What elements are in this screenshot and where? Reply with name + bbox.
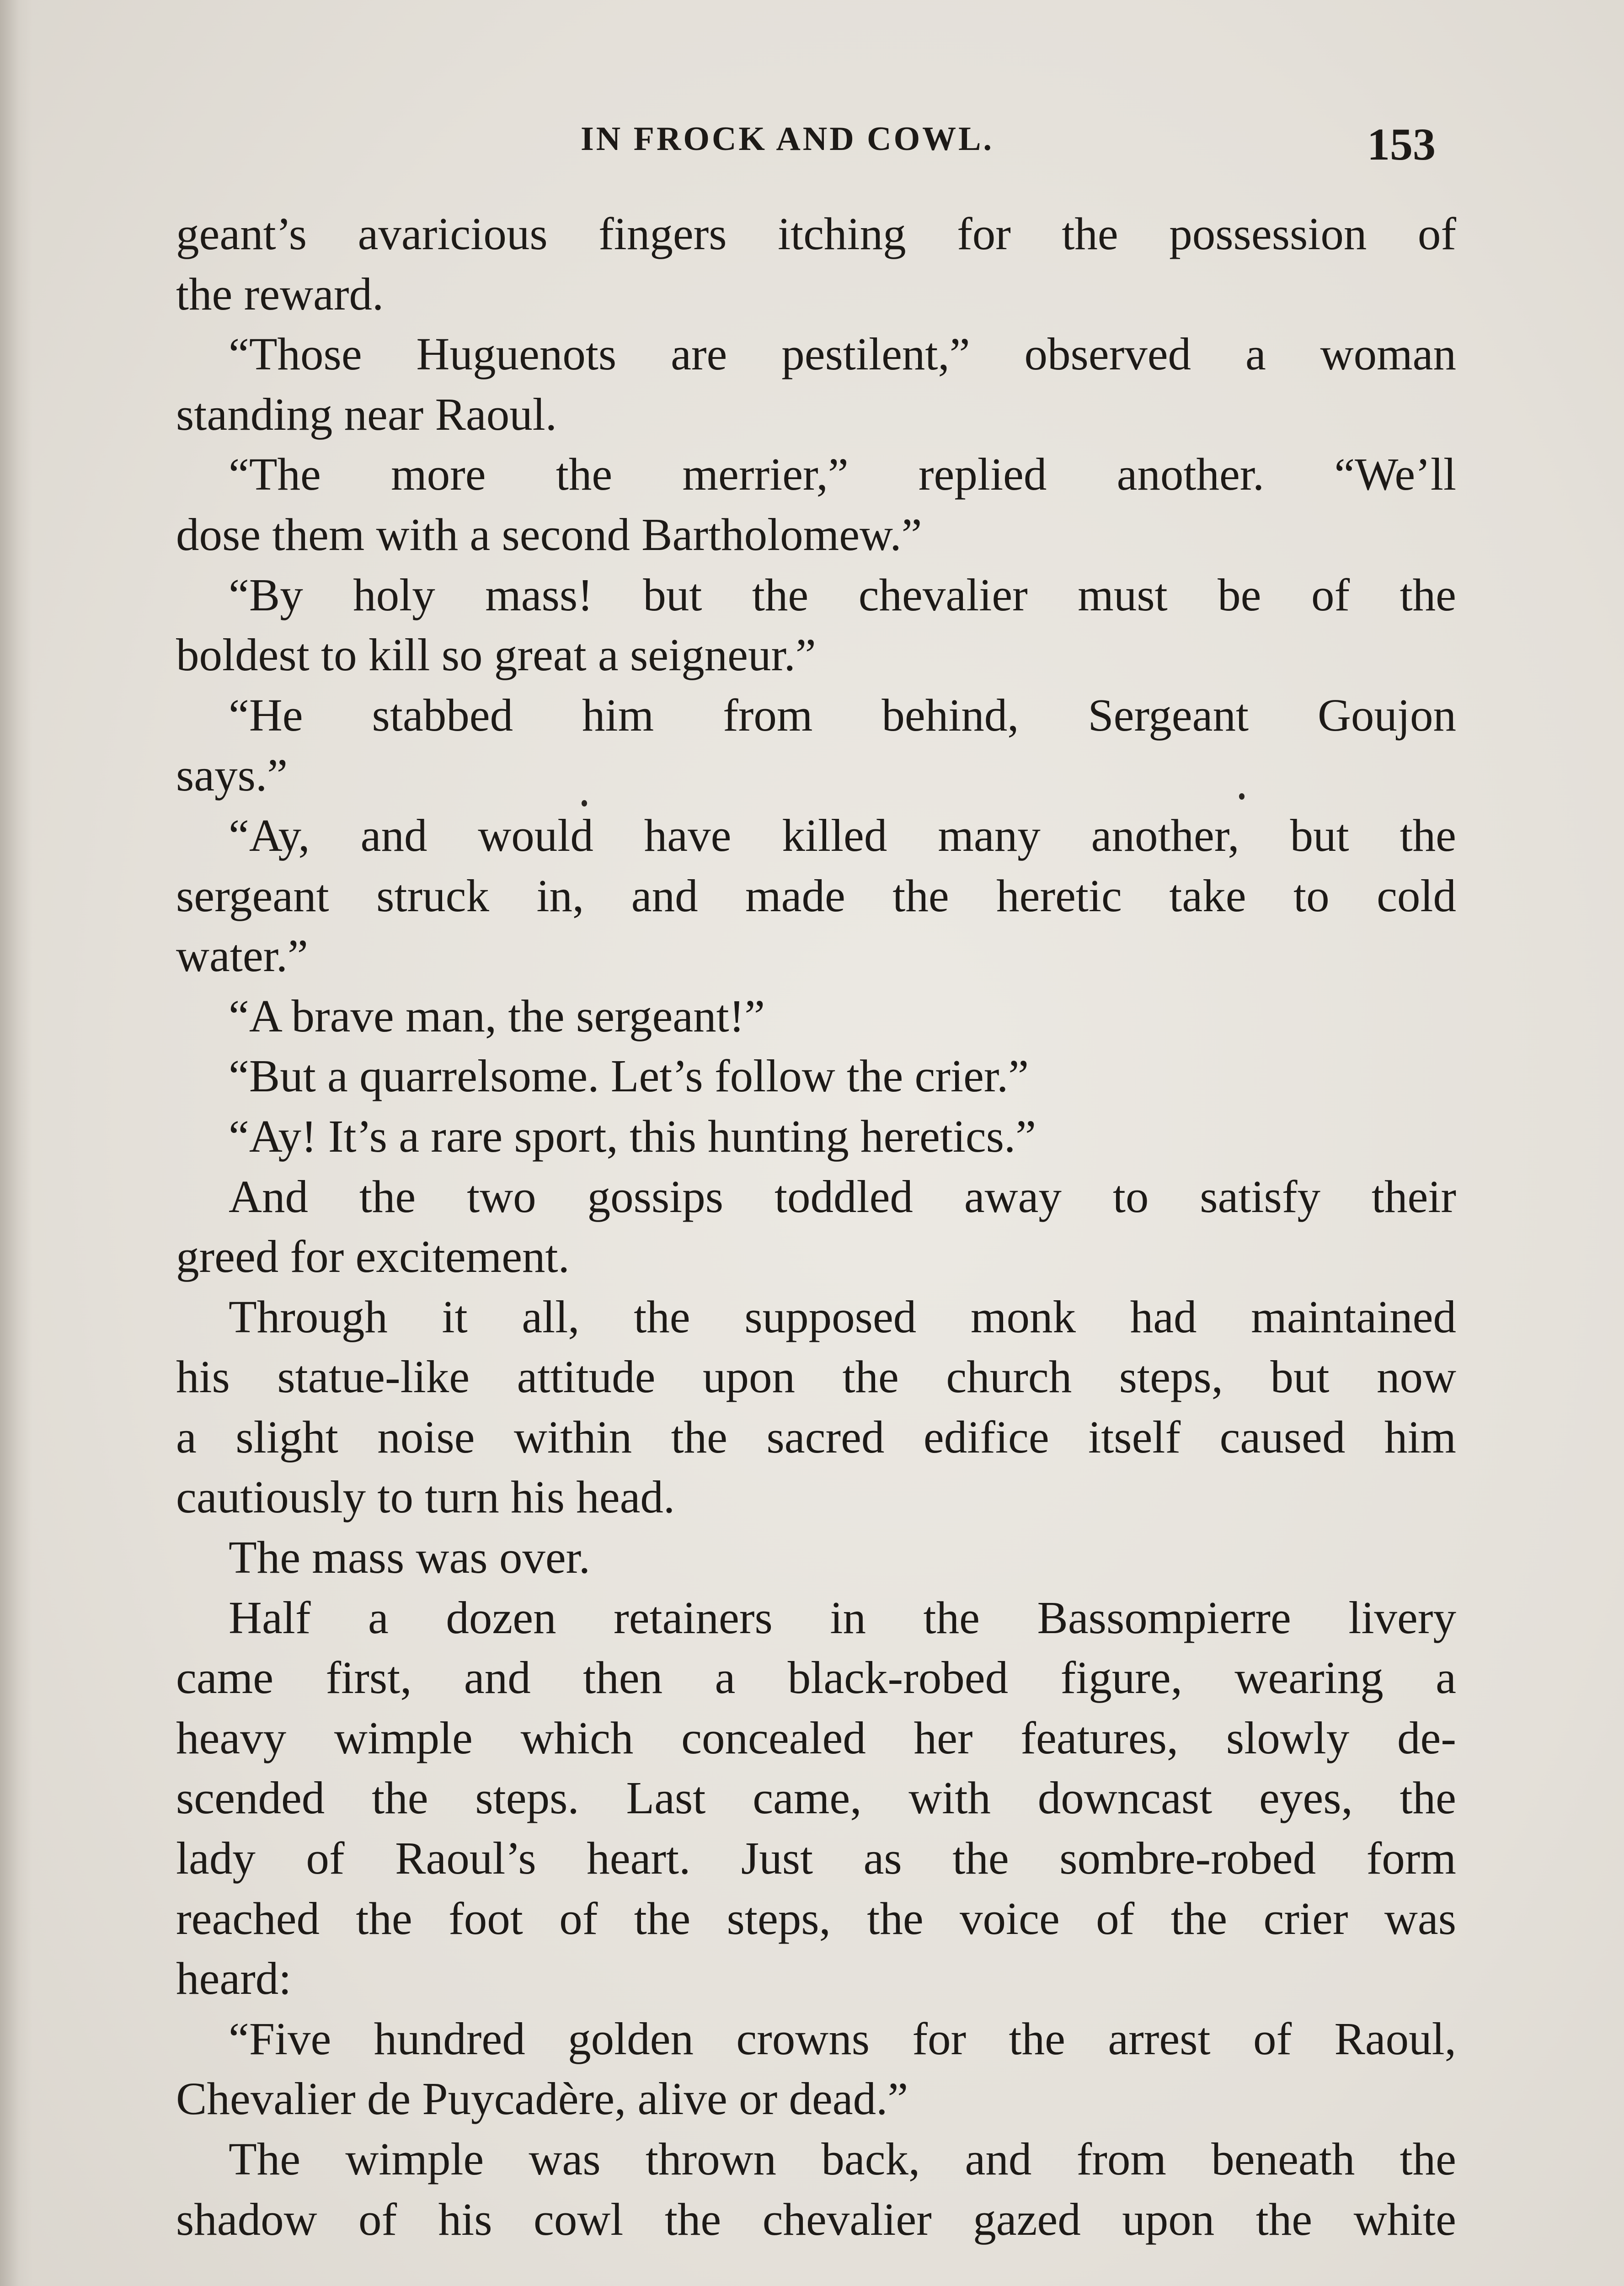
text-line: heavy wimple which concealed her features, slowly de- xyxy=(176,1712,1456,1763)
running-title: IN FROCK AND COWL. xyxy=(581,120,994,158)
text-line: The wimple was thrown back, and from beneath the xyxy=(229,2133,1456,2185)
ink-speck xyxy=(582,800,587,807)
text-line: The mass was over. xyxy=(229,1532,590,1583)
text-line: And the two gossips toddled away to satisfy their xyxy=(229,1170,1456,1222)
text-line: dose them with a second Bartholomew.” xyxy=(176,508,922,560)
text-line: Through it all, the supposed monk had maintained xyxy=(229,1291,1456,1342)
text-line: lady of Raoul’s heart. Just as the sombre-robed form xyxy=(176,1832,1456,1884)
text-line: his statue-like attitude upon the church steps, but now xyxy=(176,1351,1456,1403)
text-line: “A brave man, the sergeant!” xyxy=(229,990,765,1042)
text-line: “Ay, and would have killed many another, but the xyxy=(229,809,1456,861)
text-line: “The more the merrier,” replied another. “We’ll xyxy=(229,449,1456,500)
text-line: Chevalier de Puycadère, alive or dead.” xyxy=(176,2073,908,2125)
text-line: shadow of his cowl the chevalier gazed upon the white xyxy=(176,2193,1456,2245)
text-line: greed for excitement. xyxy=(176,1231,570,1282)
text-line: standing near Raoul. xyxy=(176,388,557,440)
body-text xyxy=(176,204,1456,2249)
text-line: heard: xyxy=(176,1953,292,2004)
text-line: “Ay! It’s a rare sport, this hunting heretics.” xyxy=(229,1110,1036,1162)
text-line: came first, and then a black-robed figure, wearing a xyxy=(176,1652,1456,1704)
text-line: water.” xyxy=(176,930,308,982)
text-line: a slight noise within the sacred edifice itself caused him xyxy=(176,1411,1456,1463)
text-line: Half a dozen retainers in the Bassompierre livery xyxy=(229,1592,1456,1643)
text-line: “But a quarrelsome. Let’s follow the crier.” xyxy=(229,1050,1029,1102)
page-gutter-shadow xyxy=(0,0,32,2286)
text-line: geant’s avaricious fingers itching for the possession of xyxy=(176,208,1456,259)
text-line: the reward. xyxy=(176,268,384,320)
text-line: “Five hundred golden crowns for the arrest of Raoul, xyxy=(229,2013,1456,2064)
text-line: boldest to kill so great a seigneur.” xyxy=(176,629,816,681)
page-number: 153 xyxy=(1367,119,1436,170)
text-line: says.” xyxy=(176,749,288,801)
text-line: cautiously to turn his head. xyxy=(176,1471,675,1523)
text-line: “By holy mass! but the chevalier must be of the xyxy=(229,569,1456,620)
text-line: reached the foot of the steps, the voice of the crier was xyxy=(176,1892,1456,1944)
text-line: “He stabbed him from behind, Sergeant Goujon xyxy=(229,689,1456,741)
text-line: “Those Huguenots are pestilent,” observed a woman xyxy=(229,328,1456,380)
ink-speck xyxy=(1239,793,1245,800)
text-line: scended the steps. Last came, with downcast eyes, the xyxy=(176,1772,1456,1824)
text-line: sergeant struck in, and made the heretic take to cold xyxy=(176,870,1456,921)
